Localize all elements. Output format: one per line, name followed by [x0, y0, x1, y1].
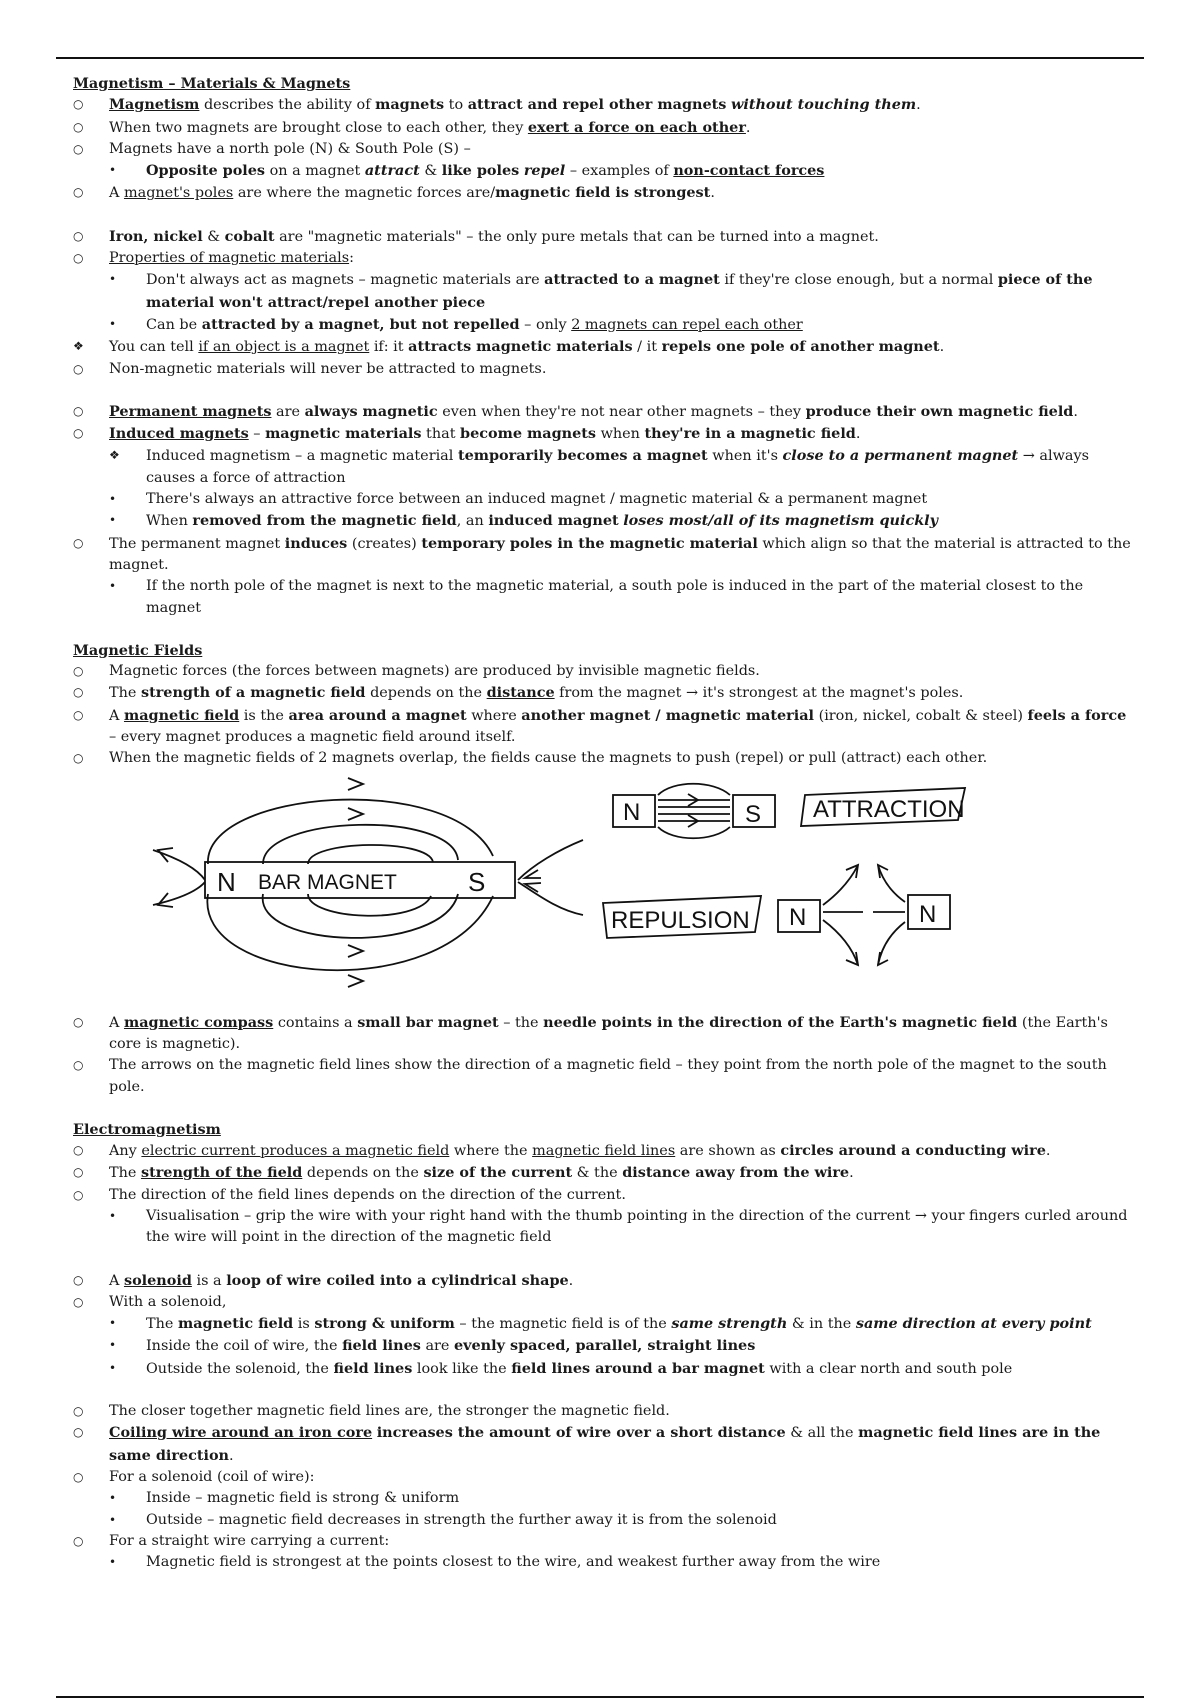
text: contains a — [273, 1014, 358, 1031]
text: when — [596, 426, 645, 443]
text: magnetic materials — [265, 425, 422, 443]
field-line — [878, 865, 905, 902]
circle-bullet-icon: ○ — [73, 1294, 84, 1309]
text: are "magnetic materials" – the only pure metals that can be turned into a magnet. — [274, 228, 879, 245]
circle-bullet-icon: ○ — [73, 426, 84, 441]
text: & in the — [787, 1316, 856, 1333]
text: even when they're not near other magnets – they — [437, 403, 806, 420]
text: – every magnet produces a magnetic field around itself. — [109, 729, 516, 746]
text: attract and repel other magnets — [467, 96, 727, 114]
circle-bullet-icon: ○ — [73, 685, 84, 700]
circle-bullet-icon: ○ — [73, 1014, 84, 1029]
field-line — [518, 840, 583, 880]
repulsion-caption: REPULSION — [611, 906, 750, 934]
text: Inside – magnetic field is strong & uniform — [146, 1490, 460, 1507]
text: depends on the — [365, 685, 487, 702]
text: attract — [364, 162, 420, 180]
text: depends on the — [302, 1165, 424, 1182]
list-item — [73, 139, 1135, 160]
circle-bullet-icon: ○ — [73, 1469, 84, 1484]
dot-bullet-icon: • — [109, 272, 117, 287]
text: & all the — [785, 1425, 859, 1442]
attraction-n: N — [623, 798, 641, 826]
text: & — [202, 228, 225, 245]
text: (creates) — [347, 535, 422, 552]
text: field lines — [342, 1337, 421, 1355]
list-item — [73, 1055, 1135, 1098]
list-item — [73, 510, 1135, 532]
text: . — [1073, 403, 1078, 420]
magnet-diagram — [73, 770, 1135, 1012]
text: . — [916, 97, 921, 114]
list-item — [73, 1335, 1135, 1357]
text: Coiling wire around an iron core — [109, 1424, 373, 1442]
dot-bullet-icon: • — [109, 513, 117, 528]
text: attracts magnetic materials — [408, 338, 633, 356]
text: – the — [498, 1014, 544, 1031]
text: same direction at every point — [855, 1315, 1092, 1333]
dot-bullet-icon: • — [109, 163, 117, 178]
bar-magnet-label: BAR MAGNET — [258, 870, 397, 894]
list-item — [73, 705, 1135, 749]
text: like poles — [441, 162, 520, 180]
term: Permanent magnets — [109, 402, 272, 420]
text: → always causes a force of attraction — [146, 448, 1090, 486]
circle-bullet-icon: ○ — [73, 1533, 84, 1548]
field-line — [878, 922, 905, 965]
text: & the — [572, 1165, 623, 1182]
text: The permanent magnet — [109, 535, 285, 552]
text: field lines — [333, 1359, 413, 1377]
text: – examples of — [565, 163, 674, 180]
text: Magnetic field is strongest at the points closest to the wire, and weakest further away from the wire — [146, 1554, 881, 1571]
circle-bullet-icon: ○ — [73, 1404, 84, 1419]
text: temporary poles in the magnetic material — [421, 534, 758, 552]
text: strong & uniform — [314, 1315, 455, 1333]
text: always magnetic — [304, 402, 438, 420]
text: magnetic field — [177, 1315, 294, 1333]
list-item — [73, 182, 1135, 204]
text: loses most/all of its magnetism quickly — [623, 512, 939, 530]
text: they're in a magnetic field — [644, 425, 856, 443]
text: The — [109, 685, 141, 702]
list-item — [73, 1162, 1135, 1184]
circle-bullet-icon: ○ — [73, 1058, 84, 1073]
list-item — [73, 1140, 1135, 1162]
text: Outside – magnetic field decreases in strength the further away it is from the solenoid — [146, 1511, 777, 1528]
text: attracted by a magnet, but not repelled — [201, 315, 520, 333]
text: magnetic field lines are in the same direction — [109, 1424, 1101, 1464]
circle-bullet-icon: ○ — [73, 751, 84, 766]
arrowhead — [348, 778, 363, 790]
list-item — [73, 1292, 1135, 1313]
list-item — [73, 1206, 1135, 1249]
list-item — [73, 576, 1135, 619]
circle-bullet-icon: ○ — [73, 535, 84, 550]
text: cobalt — [224, 227, 275, 245]
text: Outside the solenoid, the — [146, 1360, 334, 1377]
text: where — [466, 707, 522, 724]
text: 2 magnets can repel each other — [571, 316, 803, 333]
text: non-contact forces — [673, 162, 825, 180]
text: exert a force on each other — [527, 118, 746, 136]
text: electric current produces a magnetic field — [141, 1143, 450, 1160]
circle-bullet-icon: ○ — [73, 1143, 84, 1158]
dot-bullet-icon: • — [109, 1316, 117, 1331]
text: magnets — [375, 96, 445, 114]
text: A — [109, 1014, 124, 1031]
section-title: Magnetic Fields — [73, 641, 203, 659]
text: A — [109, 1272, 124, 1289]
repulsion-n2: N — [919, 900, 937, 928]
text: from the magnet → it's strongest at the magnet's poles. — [554, 685, 964, 702]
text: with a clear north and south pole — [764, 1360, 1013, 1377]
text: When two magnets are brought close to each other, they — [109, 119, 528, 136]
text: & — [419, 163, 442, 180]
text: Iron, nickel — [109, 227, 203, 245]
dot-bullet-icon: • — [109, 579, 117, 594]
section-title: Electromagnetism — [73, 1120, 221, 1138]
bar-magnet-s: S — [468, 866, 486, 897]
text: are — [420, 1338, 454, 1355]
top-rule — [56, 57, 1144, 59]
circle-bullet-icon: ○ — [73, 119, 84, 134]
term: solenoid — [123, 1271, 192, 1289]
text: piece of the material won't attract/repel another piece — [146, 271, 1093, 311]
text: area around a magnet — [288, 706, 467, 724]
list-item — [73, 1510, 1135, 1531]
text: is the — [239, 707, 289, 724]
notes-page — [73, 73, 1135, 1573]
dot-bullet-icon: • — [109, 492, 117, 507]
list-item — [73, 1270, 1135, 1292]
text: : — [349, 250, 354, 267]
text: For a solenoid (coil of wire): — [109, 1468, 315, 1485]
list-item — [73, 1467, 1135, 1488]
text: When — [146, 513, 193, 530]
text: / it — [632, 339, 662, 356]
text: The closer together magnetic field lines are, the stronger the magnetic field. — [109, 1403, 670, 1420]
list-item — [73, 269, 1135, 314]
text: (the Earth's core is magnetic). — [109, 1014, 1108, 1052]
text: circles around a conducting wire — [780, 1142, 1046, 1160]
text: A — [109, 707, 124, 724]
circle-bullet-icon: ○ — [73, 185, 84, 200]
list-item — [73, 533, 1135, 577]
field-line — [658, 827, 730, 838]
list-item — [73, 682, 1135, 704]
text: where the — [449, 1143, 533, 1160]
text: Visualisation – grip the wire with your right hand with the thumb pointing in the direction of the current → your fingers curled around the wire will point in the direction of the magnetic field — [146, 1207, 1128, 1246]
text: For a straight wire carrying a current: — [109, 1532, 390, 1549]
list-item — [73, 117, 1135, 139]
text: if an object is a magnet — [198, 339, 370, 356]
text: The — [109, 1165, 141, 1182]
text: . — [1045, 1143, 1051, 1160]
text: needle points in the direction of the Earth's magnetic field — [543, 1013, 1018, 1031]
text: Inside the coil of wire, the — [146, 1338, 343, 1355]
circle-bullet-icon: ○ — [73, 228, 84, 243]
bar-magnet-n: N — [217, 866, 236, 897]
text: When the magnetic fields of 2 magnets overlap, the fields cause the magnets to push (repel) or pull (attract) each other. — [109, 750, 988, 767]
text: small bar magnet — [357, 1013, 499, 1031]
text: Don't always act as magnets – magnetic materials are — [146, 272, 545, 289]
text: Non-magnetic materials will never be attracted to magnets. — [109, 360, 547, 377]
text: become magnets — [460, 425, 596, 443]
text: size of the current — [423, 1164, 573, 1182]
list-item — [73, 94, 1135, 116]
circle-bullet-icon: ○ — [73, 361, 84, 376]
list-item — [73, 1313, 1135, 1335]
text: magnetic field — [123, 706, 240, 724]
text: evenly spaced, parallel, straight lines — [454, 1337, 756, 1355]
text: strength of the field — [140, 1164, 303, 1182]
text: loop of wire coiled into a cylindrical shape — [226, 1271, 569, 1289]
text: The direction of the field lines depends on the direction of the current. — [109, 1186, 626, 1203]
field-line — [823, 920, 858, 965]
text: The — [146, 1316, 178, 1333]
text: (iron, nickel, cobalt & steel) — [814, 707, 1028, 724]
list-item — [73, 1552, 1135, 1573]
text: – only — [519, 316, 572, 333]
circle-bullet-icon: ○ — [73, 141, 84, 156]
text: look like the — [412, 1360, 512, 1377]
list-item — [73, 423, 1135, 445]
text: . — [568, 1272, 574, 1289]
text: There's always an attractive force between an induced magnet / magnetic material & a permanent magnet — [146, 491, 928, 508]
text: on a magnet — [265, 163, 365, 180]
attraction-s: S — [745, 800, 762, 828]
text: The arrows on the magnetic field lines show the direction of a magnetic field – they point from the north pole of the magnet to the south pole. — [109, 1057, 1107, 1095]
text: induced magnet — [488, 512, 619, 530]
text: strength of a magnetic field — [140, 684, 366, 702]
field-line — [823, 865, 858, 905]
bottom-rule — [56, 1696, 1144, 1698]
text: repel — [523, 162, 566, 180]
circle-bullet-icon: ○ — [73, 707, 84, 722]
text: . — [855, 426, 861, 443]
list-item — [73, 661, 1135, 682]
attraction-caption: ATTRACTION — [813, 795, 965, 823]
text: another magnet / magnetic material — [521, 706, 815, 724]
list-item — [73, 1531, 1135, 1552]
circle-bullet-icon: ○ — [73, 1425, 84, 1440]
text: attracted to a magnet — [544, 271, 720, 289]
text: magnetic field is strongest — [495, 184, 711, 202]
list-item — [73, 1185, 1135, 1206]
arrowhead — [348, 945, 363, 957]
list-item — [73, 1012, 1135, 1056]
list-item — [73, 160, 1135, 182]
arrowhead — [878, 952, 888, 965]
text: is — [293, 1316, 315, 1333]
text: when it's — [707, 448, 783, 465]
list-item — [73, 336, 1135, 358]
list-item — [73, 1401, 1135, 1422]
term: Magnetism — [109, 96, 200, 114]
circle-bullet-icon: ○ — [73, 97, 84, 112]
list-item — [73, 226, 1135, 248]
list-item — [73, 748, 1135, 769]
text: – — [248, 426, 266, 443]
text: magnet's poles — [123, 185, 234, 202]
text: . — [229, 1447, 234, 1464]
circle-bullet-icon: ○ — [73, 1165, 84, 1180]
text: removed from the magnetic field — [192, 512, 457, 530]
list-item — [73, 489, 1135, 510]
field-line — [658, 783, 730, 794]
text: is a — [191, 1272, 227, 1289]
list-item — [73, 401, 1135, 423]
magnetic-field-drawing — [113, 770, 993, 1002]
text: Magnets have a north pole (N) & South Pole (S) – — [109, 140, 471, 157]
text: Any — [109, 1143, 142, 1160]
arrowhead — [846, 952, 858, 965]
circle-bullet-icon: ○ — [73, 403, 84, 418]
text: without touching them — [730, 96, 917, 114]
text: if: it — [369, 339, 409, 356]
arrowhead — [348, 975, 363, 987]
list-item — [73, 248, 1135, 269]
dot-bullet-icon: • — [109, 1491, 117, 1506]
text: magnetic field lines — [532, 1143, 676, 1160]
text: are — [271, 403, 305, 420]
text: increases the amount of wire over a short distance — [376, 1424, 786, 1442]
text: feels a force — [1027, 706, 1127, 724]
text: induces — [284, 534, 348, 552]
dot-bullet-icon: • — [109, 1555, 117, 1570]
text: Opposite poles — [146, 162, 266, 180]
text: same strength — [671, 1315, 788, 1333]
text: Can be — [146, 316, 202, 333]
text: . — [710, 185, 715, 202]
text: which align so that the material is attracted to the magnet. — [109, 535, 1131, 573]
list-item — [73, 1488, 1135, 1509]
text: temporarily becomes a magnet — [457, 447, 708, 465]
text: field lines around a bar magnet — [511, 1359, 765, 1377]
circle-bullet-icon: ○ — [73, 1187, 84, 1202]
arrowhead — [348, 808, 363, 820]
text: Properties of magnetic materials — [109, 250, 350, 267]
term: Induced magnets — [109, 425, 249, 443]
text: to — [444, 97, 468, 114]
dot-bullet-icon: • — [109, 1512, 117, 1527]
text: repels one pole of another magnet — [661, 338, 940, 356]
list-item — [73, 1358, 1135, 1380]
repulsion-n1: N — [789, 903, 807, 931]
text: . — [745, 119, 751, 136]
list-item — [73, 359, 1135, 380]
text: – the magnetic field is of the — [454, 1316, 672, 1333]
text: produce their own magnetic field — [805, 402, 1074, 420]
circle-bullet-icon: ○ — [73, 251, 84, 266]
text: describes the ability of — [199, 97, 376, 114]
text: . — [849, 1165, 854, 1182]
text: distance away from the wire — [622, 1164, 850, 1182]
text: . — [939, 339, 945, 356]
field-line — [207, 894, 493, 970]
text: If the north pole of the magnet is next to the magnetic material, a south pole is induced in the part of the material closest to the magnet — [146, 578, 1084, 616]
dot-bullet-icon: • — [109, 316, 117, 331]
text: close to a permanent magnet — [782, 447, 1019, 465]
text: You can tell — [109, 339, 199, 356]
dot-bullet-icon: • — [109, 1360, 117, 1375]
text: magnetic compass — [123, 1013, 274, 1031]
text: are where the magnetic forces are/ — [233, 185, 496, 202]
diamond-bullet-icon: ❖ — [109, 448, 120, 463]
text: , an — [456, 513, 489, 530]
circle-bullet-icon: ○ — [73, 1272, 84, 1287]
dot-bullet-icon: • — [109, 1208, 117, 1223]
text: Induced magnetism – a magnetic material — [146, 448, 458, 465]
text: if they're close enough, but a normal — [719, 272, 998, 289]
text: that — [421, 426, 461, 443]
text: With a solenoid, — [109, 1293, 227, 1310]
diamond-bullet-icon: ❖ — [73, 339, 84, 354]
text: A — [109, 185, 124, 202]
dot-bullet-icon: • — [109, 1338, 117, 1353]
text: are shown as — [675, 1143, 781, 1160]
section-title: Magnetism – Materials & Magnets — [73, 75, 351, 92]
text: distance — [486, 684, 555, 702]
list-item — [73, 314, 1135, 336]
text: Magnetic forces (the forces between magnets) are produced by invisible magnetic fields. — [109, 663, 760, 680]
field-line — [518, 882, 583, 915]
circle-bullet-icon: ○ — [73, 664, 84, 679]
list-item — [73, 1422, 1135, 1467]
list-item — [73, 445, 1135, 489]
